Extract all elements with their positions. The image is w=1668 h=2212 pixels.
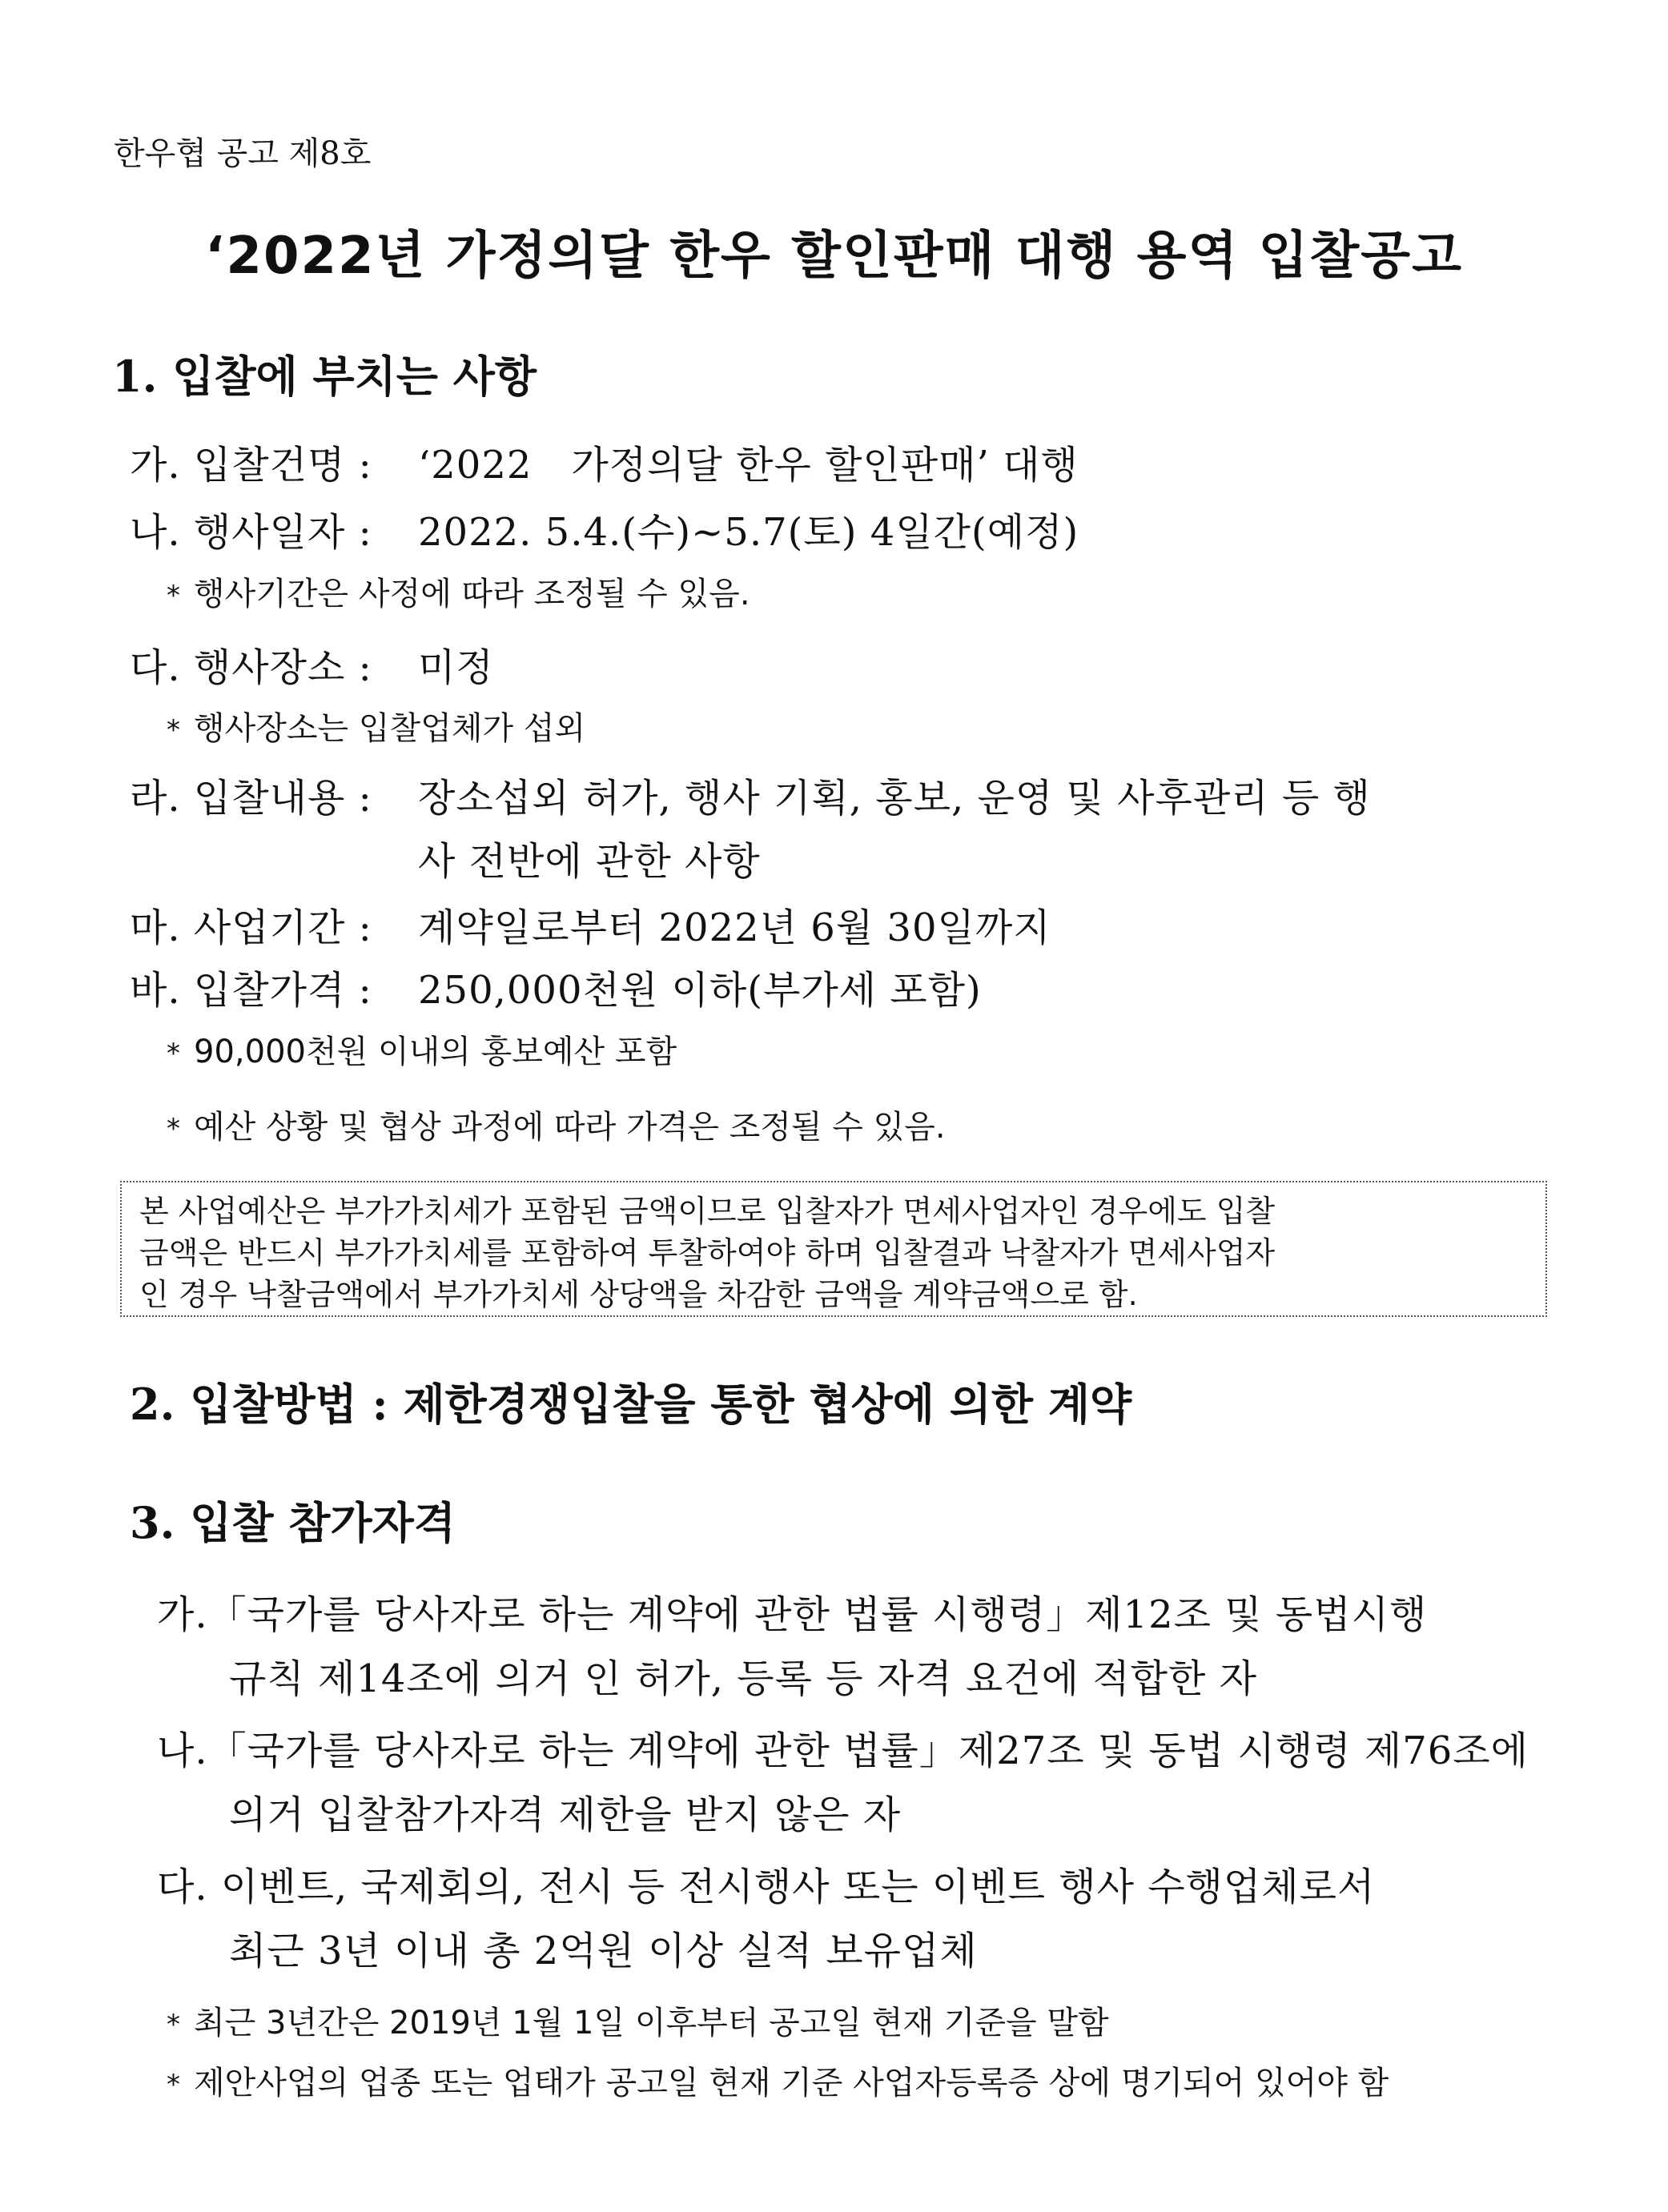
item-value-content: 장소섭외 허가, 행사 기획, 홍보, 운영 및 사후관리 등 행 xyxy=(418,776,1371,821)
note-budget: * 90,000천원 이내의 홍보예산 포함 xyxy=(167,1034,677,1070)
note-period: * 행사기간은 사정에 따라 조정될 수 있음. xyxy=(167,576,750,612)
item-value-venue: 미정 xyxy=(418,645,494,690)
item-label-name: 가. 입찰건명 : xyxy=(130,443,372,488)
qualification-a-line1: 가.「국가를 당사자로 하는 계약에 관한 법률 시행령」제12조 및 동법시행 xyxy=(157,1592,1428,1637)
note-three-years: * 최근 3년간은 2019년 1월 1일 이후부터 공고일 현재 기준을 말함 xyxy=(167,2005,1109,2041)
notice-line: 인 경우 낙찰금액에서 부가가치세 상당액을 차감한 금액을 계약금액으로 함. xyxy=(139,1277,1138,1312)
item-value-date: 2022. 5.4.(수)~5.7(토) 4일간(예정) xyxy=(418,510,1079,555)
item-value-name: ‘2022 가정의달 한우 할인판매’ 대행 xyxy=(418,443,1079,488)
notice-line: 본 사업예산은 부가가치세가 포함된 금액이므로 입찰자가 면세사업자인 경우에도 입찰 xyxy=(139,1194,1276,1229)
note-business-registration: * 제안사업의 업종 또는 업태가 공고일 현재 기준 사업자등록증 상에 명기되어 있어야 함 xyxy=(167,2065,1389,2102)
document-number: 한우협 공고 제8호 xyxy=(114,135,372,172)
note-price-adjust: * 예산 상황 및 협상 과정에 따라 가격은 조정될 수 있음. xyxy=(167,1109,946,1146)
page-title: ‘2022년 가정의달 한우 할인판매 대행 용역 입찰공고 xyxy=(205,227,1463,286)
qualification-c-line2: 최근 3년 이내 총 2억원 이상 실적 보유업체 xyxy=(229,1929,978,1973)
notice-line: 금액은 반드시 부가가치세를 포함하여 투찰하여야 하며 입찰결과 낙찰자가 면세사업자 xyxy=(139,1235,1276,1271)
item-value-price: 250,000천원 이하(부가세 포함) xyxy=(418,968,982,1013)
section-3-heading: 3. 입찰 참가자격 xyxy=(130,1497,456,1548)
note-mark: * xyxy=(167,580,180,612)
item-value-period: 계약일로부터 2022년 6월 30일까지 xyxy=(418,905,1051,950)
item-label-venue: 다. 행사장소 : xyxy=(130,645,372,690)
item-value-content-cont: 사 전반에 관한 사항 xyxy=(418,839,761,884)
note-venue: * 행사장소는 입찰업체가 섭외 xyxy=(167,710,586,747)
item-label-date: 나. 행사일자 : xyxy=(130,510,372,555)
qualification-b-line2: 의거 입찰참가자격 제한을 받지 않은 자 xyxy=(229,1792,902,1837)
qualification-b-line1: 나.「국가를 당사자로 하는 계약에 관한 법률」제27조 및 동법 시행령 제76조에 xyxy=(157,1728,1529,1773)
item-label-period: 마. 사업기간 : xyxy=(130,905,372,950)
vat-notice-box xyxy=(120,1181,1547,1317)
section-1-heading: 1. 입찰에 부치는 사항 xyxy=(112,351,537,402)
item-label-content: 라. 입찰내용 : xyxy=(130,776,372,821)
section-2-heading: 2. 입찰방법 : 제한경쟁입찰을 통한 협상에 의한 계약 xyxy=(130,1379,1132,1430)
qualification-a-line2: 규칙 제14조에 의거 인 허가, 등록 등 자격 요건에 적합한 자 xyxy=(229,1656,1258,1701)
qualification-c-line1: 다. 이벤트, 국제회의, 전시 등 전시행사 또는 이벤트 행사 수행업체로서 xyxy=(157,1865,1376,1909)
item-label-price: 바. 입찰가격 : xyxy=(130,968,372,1013)
